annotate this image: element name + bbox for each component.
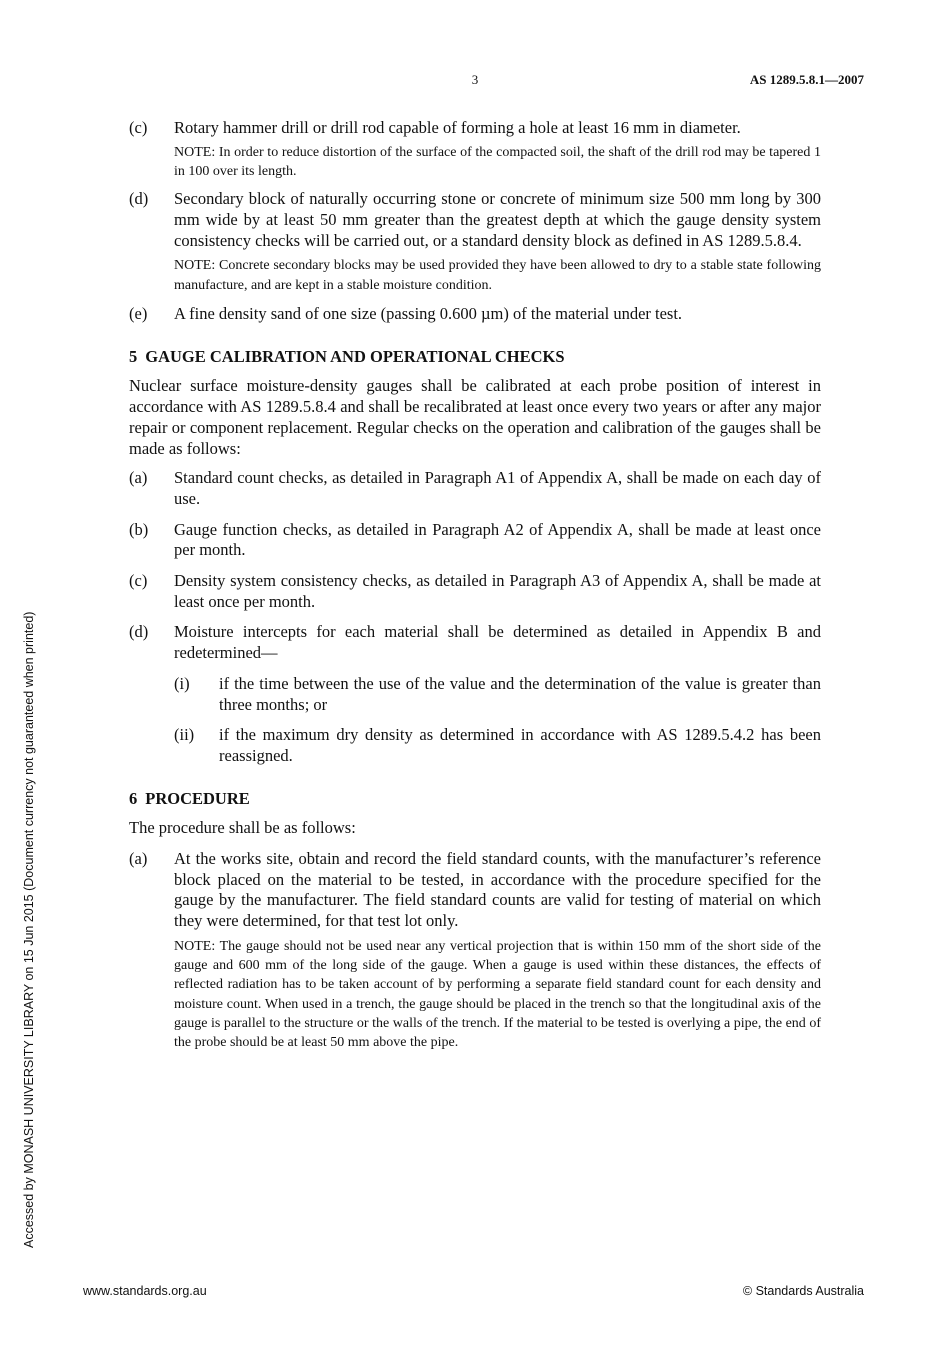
item-text: At the works site, obtain and record the field standard counts, with the manufacturer’s reference block placed on the material to be tested, in accordance with the procedure specified for the gauge by the manufacturer. The field standard counts are valid for testing of material on which they were determined, for that test lot only. [174,849,821,931]
list-item [129,520,821,561]
note-text: NOTE: In order to reduce distortion of the surface of the compacted soil, the shaft of the drill rod may be tapered 1 in 100 over its length. [174,144,821,179]
section-title: PROCEDURE [145,788,250,808]
sub-item-text: if the maximum dry density as determined in accordance with AS 1289.5.4.2 has been reassigned. [219,725,821,765]
list-item [129,304,821,325]
section-number: 6 [129,788,138,808]
list-item [129,189,821,295]
item-label: (b) [129,519,149,539]
note-text: NOTE: The gauge should not be used near any vertical projection that is within 150 mm of the short side of the gauge and 600 mm of the long side of the gauge. When a gauge is used within these distances, the effects of reflected radiation has to be taken account of by performing a separate field standard count for each density and moisture count. When used in a trench, the gauge should be placed in the trench so that the longitudinal axis of the gauge is parallel to the structure or the walls of the trench. If the material to be tested is overlying a pipe, the end of the probe should be at least 50 mm above the pipe. [174,938,821,1051]
item-label: (c) [129,118,148,137]
item-text: A fine density sand of one size (passing 0.600 µm) of the material under test. [174,304,683,323]
item-text: Moisture intercepts for each material shall be determined as detailed in Appendix B and redetermined— [174,622,821,663]
document-body [129,118,821,1053]
footer-website: www.standards.org.au [83,1284,207,1298]
item-text: Secondary block of naturally occurring stone or concrete of minimum size 500 mm long by 300 mm wide by at least 50 mm greater than the greatest depth at which the gauge density system consistency checks will be carried out, or a standard density block as defined in AS 1289.5.8.4. [174,189,821,250]
list-item [129,468,821,509]
sub-list-item [174,674,821,715]
item-label: (e) [129,304,148,323]
list-item [129,849,821,1053]
item-text: Rotary hammer drill or drill rod capable of forming a hole at least 16 mm in diameter. [174,118,741,137]
note-text: NOTE: Concrete secondary blocks may be used provided they have been allowed to dry to a stable state following manufacture, and are kept in a stable moisture condition. [174,258,821,293]
section-title: GAUGE CALIBRATION AND OPERATIONAL CHECKS [145,346,565,366]
item-label: (d) [129,189,149,209]
section-number: 5 [129,346,138,366]
page-number: 3 [471,72,479,87]
item-text: Gauge function checks, as detailed in Paragraph A2 of Appendix A, shall be made at least once per month. [174,519,821,560]
sub-item-label: (ii) [174,725,195,745]
item-text: Density system consistency checks, as detailed in Paragraph A3 of Appendix A, shall be made at least once per month. [174,571,821,611]
section-intro: The procedure shall be as follows: [129,818,356,838]
standard-code: AS 1289.5.8.1—2007 [749,72,864,87]
item-label: (a) [129,849,148,869]
section-intro: Nuclear surface moisture-density gauges shall be calibrated at each probe position of interest in accordance with AS 1289.5.8.4 and shall be recalibrated at least once every two years or after any major repair or component replacement. Regular checks on the operation and calibration of the gauges shall be made as follows: [129,376,821,458]
item-text: Standard count checks, as detailed in Paragraph A1 of Appendix A, shall be made on each day of use. [174,468,821,508]
item-label: (d) [129,622,149,642]
item-label: (a) [129,468,148,488]
footer-copyright: © Standards Australia [742,1284,864,1298]
sub-item-text: if the time between the use of the value and the determination of the value is greater than three months; or [219,673,821,714]
list-item [129,622,821,766]
sub-list-item [174,725,821,766]
section-heading [129,347,821,368]
access-notice: Accessed by MONASH UNIVERSITY LIBRARY on 15 Jun 2015 (Document currency not guaranteed when printed) [22,611,36,1248]
item-label: (c) [129,571,148,591]
sub-item-label: (i) [174,673,190,693]
list-item [129,118,821,181]
section-heading [129,789,821,810]
list-item [129,571,821,612]
